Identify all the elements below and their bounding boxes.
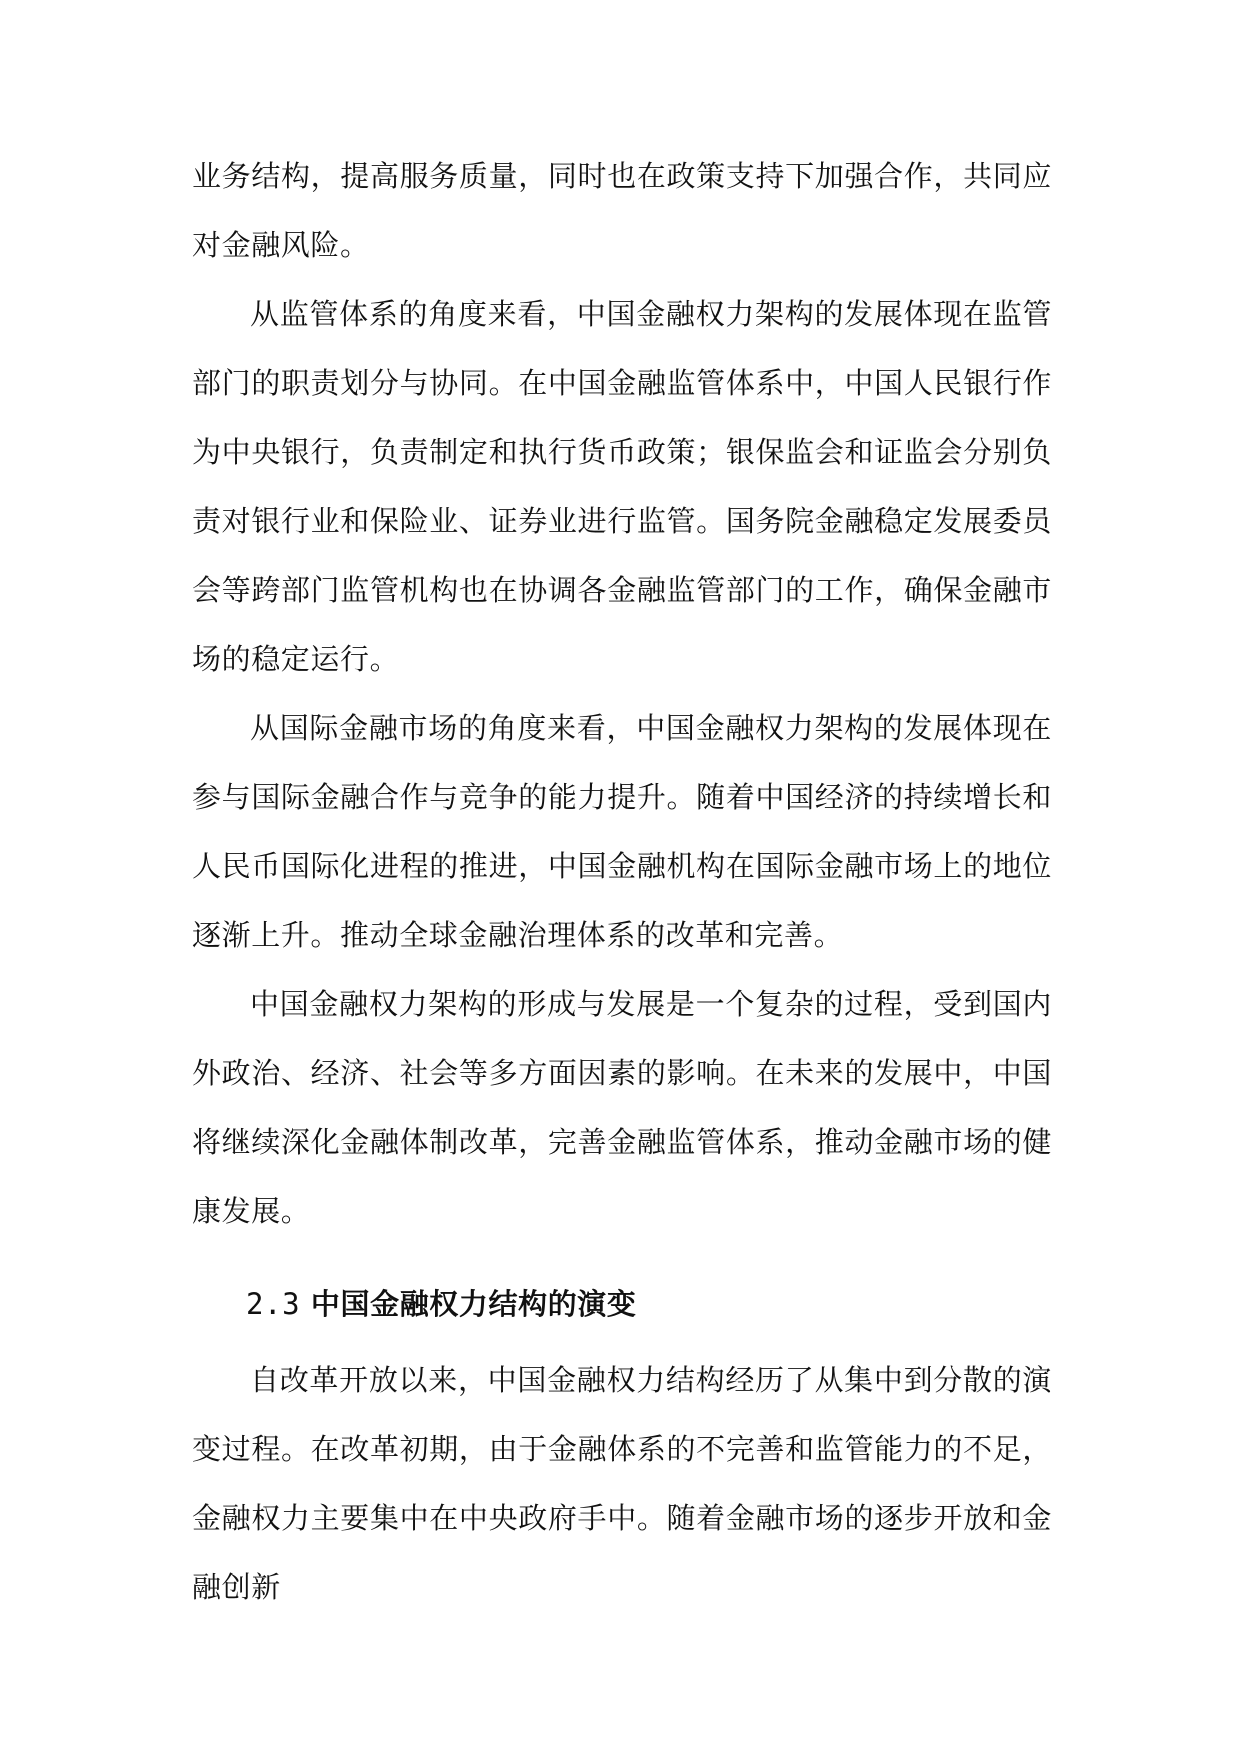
section-number: 2.3 [246,1287,301,1321]
paragraph-continuation: 业务结构，提高服务质量，同时也在政策支持下加强合作，共同应对金融风险。 [192,159,1052,262]
paragraph-evolution: 自改革开放以来，中国金融权力结构经历了从集中到分散的演变过程。在改革初期，由于金融体系的不完善和监管能力的不足，金融权力主要集中在中央政府手中。随着金融市场的逐步开放和金融创新 [192,1363,1052,1604]
document-body [192,142,1052,1622]
paragraph-summary: 中国金融权力架构的形成与发展是一个复杂的过程，受到国内外政治、经济、社会等多方面因素的影响。在未来的发展中，中国将继续深化金融体制改革，完善金融监管体系，推动金融市场的健康发展。 [192,987,1052,1228]
paragraph-international-market: 从国际金融市场的角度来看，中国金融权力架构的发展体现在参与国际金融合作与竞争的能力提升。随着中国经济的持续增长和人民币国际化进程的推进，中国金融机构在国际金融市场上的地位逐渐上升。推动全球金融治理体系的改革和完善。 [192,711,1052,952]
paragraph-regulatory-system: 从监管体系的角度来看，中国金融权力架构的发展体现在监管部门的职责划分与协同。在中国金融监管体系中，中国人民银行作为中央银行，负责制定和执行货币政策；银保监会和证监会分别负责对银行业和保险业、证券业进行监管。国务院金融稳定发展委员会等跨部门监管机构也在协调各金融监管部门的工作，确保金融市场的稳定运行。 [192,297,1052,676]
section-heading [192,1262,1052,1346]
section-title: 中国金融权力结构的演变 [310,1287,637,1321]
